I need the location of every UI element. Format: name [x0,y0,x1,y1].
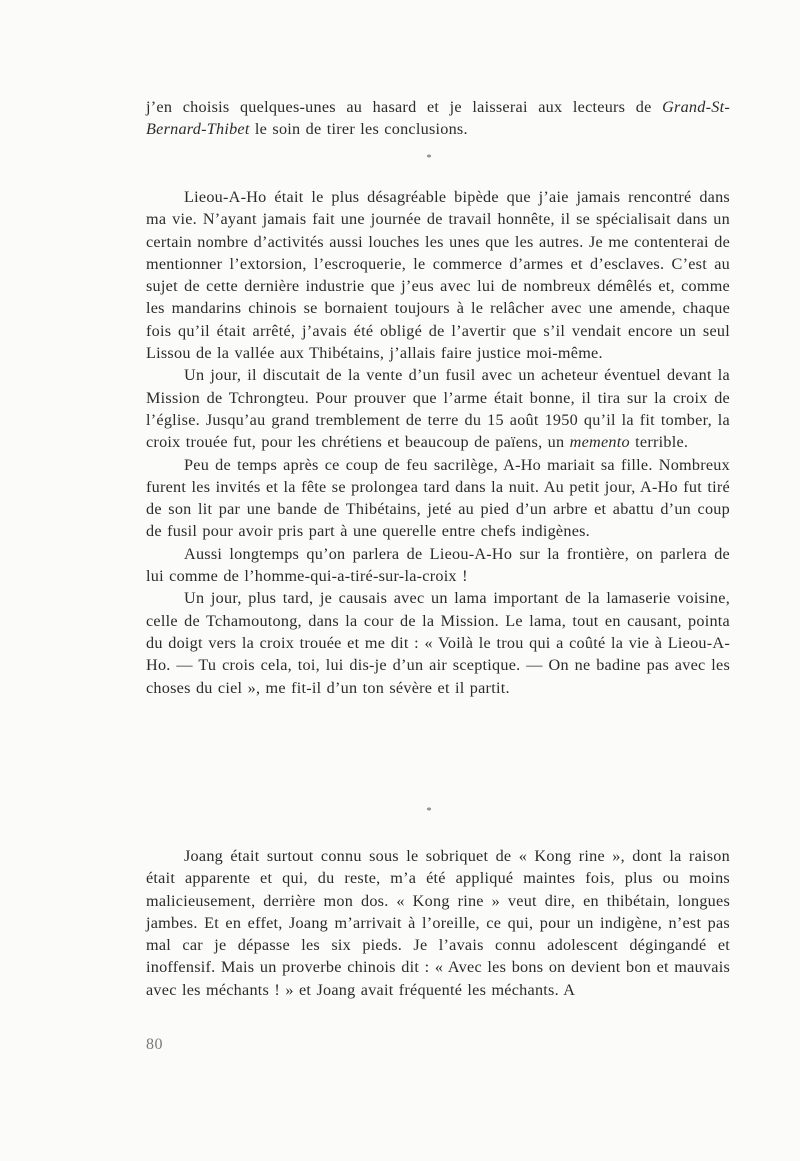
paragraph-wedding: Peu de temps après ce coup de feu sacrilège, A-Ho mariait sa fille. Nombreux furent les invités et la fête se prolongea tard dans la nuit. Au petit jour, A-Ho fut tiré de son lit par une bande de Thibétains, jeté au pied d’un arbre et abattu d’un coup de fusil pour avoir pris part à une querelle entre chefs indigènes. [146,455,730,541]
journal-title: Grand-St-Bernard-Thibet [146,98,730,139]
paragraph-cross-shot [146,364,730,453]
paragraph-cross-shot-end: terrible. [629,433,689,452]
intro-text-end: le soin de tirer les conclusions. [249,120,468,139]
section-joang [146,845,730,1001]
intro-paragraph [146,96,730,141]
section-separator-2: * [426,806,432,817]
paragraph-cross-shot-start: Un jour, il discutait de la vente d’un fusil avec un acheteur éventuel devant la Mission de Tchrongteu. Pour prouver que l’arme était bonne, il tira sur la croix de l’église. Jusqu’au grand tremblement de terre du 15 août 1950 qu’il la fit tomber, la croix trouée fut, pour les chrétiens et beaucoup de païens, un [146,366,730,452]
paragraph-legend: Aussi longtemps qu’on parlera de Lieou-A-Ho sur la frontière, on parlera de lui comme de l’homme-qui-a-tiré-sur-la-croix ! [146,544,730,586]
paragraph-joang: Joang était surtout connu sous le sobriquet de « Kong rine », dont la raison était apparente et qui, du reste, m’a été appliqué maintes fois, plus ou moins malicieusement, derrière mon dos. « Kong rine » veut dire, en thibétain, longues jambes. Et en effet, Joang m’arrivait à l’oreille, ce qui, pour un indigène, n’est pas mal car je dépasse les six pieds. Je l’avais connu adolescent dégingandé et inoffensif. Mais un proverbe chinois dit : « Avec les bons on devient bon et mauvais avec les méchants ! » et Joang avait fréquenté les méchants. A [146,847,730,999]
paragraph-lieou-intro: Lieou-A-Ho était le plus désagréable bipède que j’aie jamais rencontré dans ma vie. N’ayant jamais fait une journée de travail honnête, il se spécialisait dans un certain nombre d’activités aussi louches les unes que les autres. Je me contenterai de mentionner l’extorsion, l’escroquerie, le commerce d’armes et d’esclaves. C’est au sujet de cette dernière industrie que j’eus avec lui de nombreux démêlés et, comme les mandarins chinois se bornaient toujours à le relâcher avec une amende, chaque fois qu’il était arrêté, j’avais été obligé de l’avertir que s’il vendait encore un seul Lissou de la vallée aux Thibétains, j’allais faire justice moi-même. [146,188,730,363]
section-lieou-a-ho [146,186,730,699]
page-number: 80 [146,1036,163,1053]
intro-text-start: j’en choisis quelques-unes au hasard et je laisserai aux lecteurs de [146,98,663,116]
section-separator-1: * [426,153,432,164]
paragraph-lama: Un jour, plus tard, je causais avec un lama important de la lamaserie voisine, celle de Tchamoutong, dans la cour de la Mission. Le lama, tout en causant, pointa du doigt vers la croix trouée et me dit : « Voilà le trou qui a coûté la vie à Lieou-A-Ho. — Tu crois cela, toi, lui dis-je d’un air sceptique. — On ne badine pas avec les choses du ciel », me fit-il d’un ton sévère et il partit. [146,589,730,697]
intro-text [146,96,730,141]
memento-word: memento [569,433,630,452]
